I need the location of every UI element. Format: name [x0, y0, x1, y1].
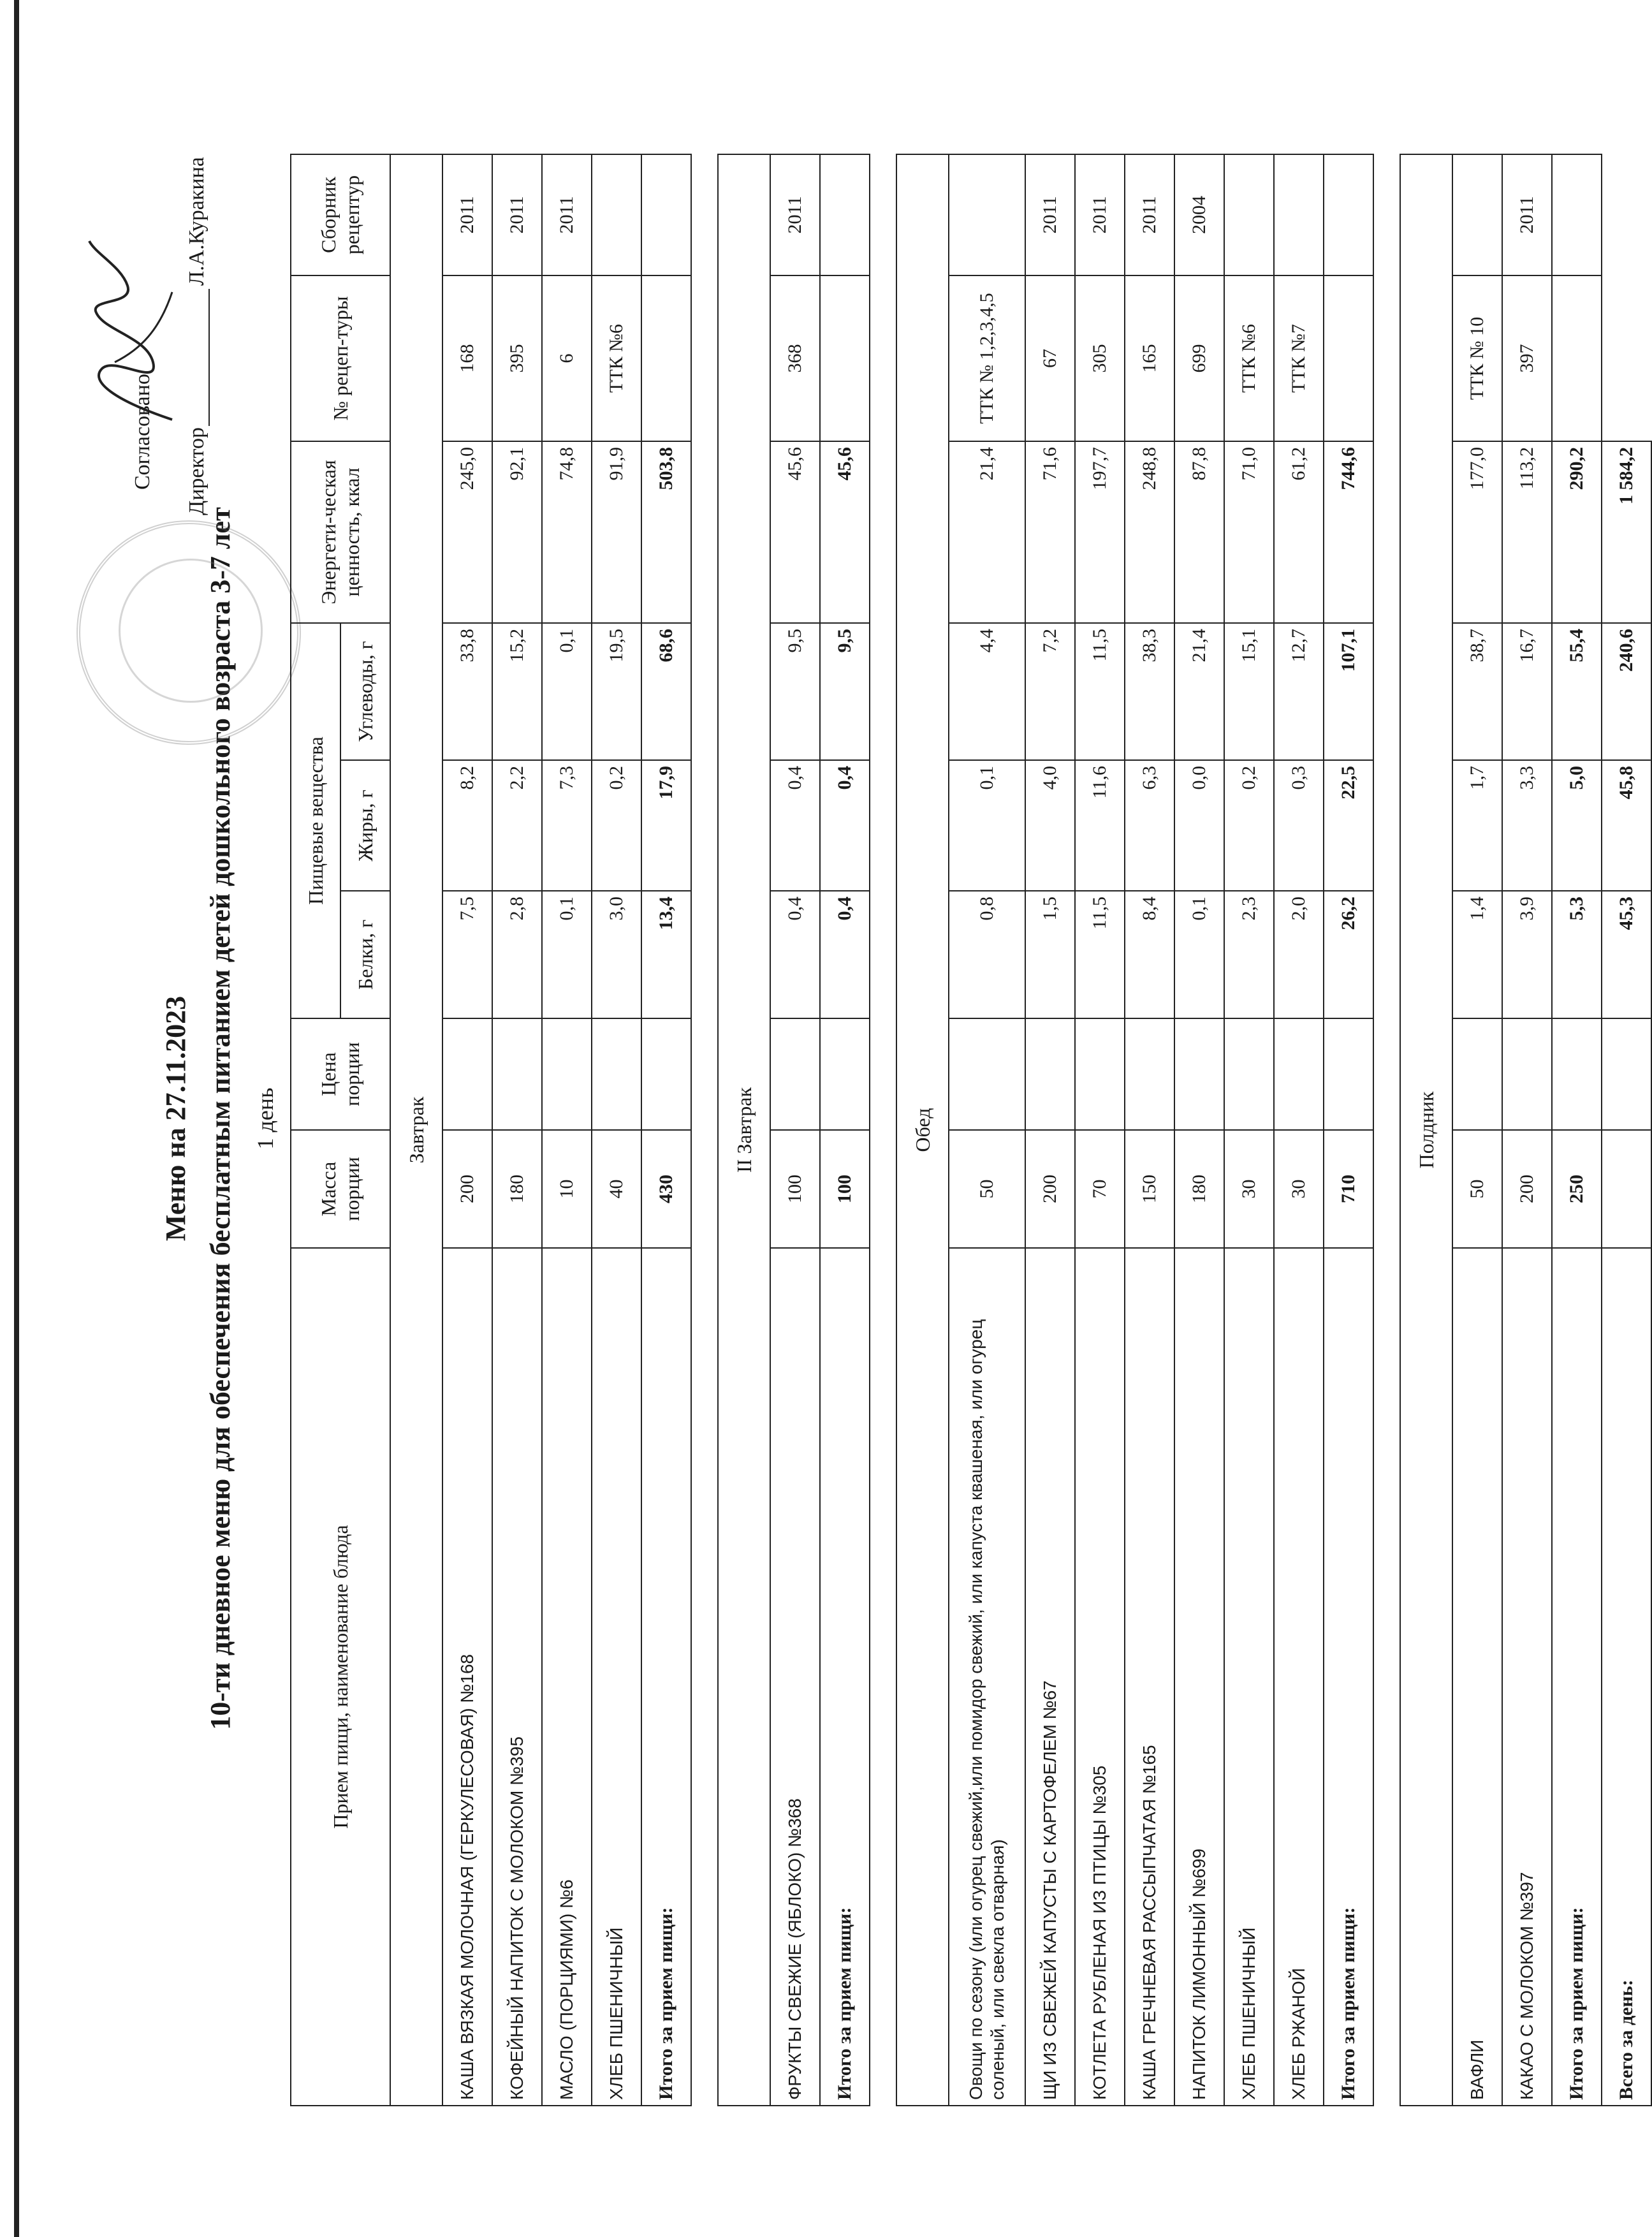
dish-name: КАША ГРЕЧНЕВАЯ РАССЫПЧАТАЯ №165: [1125, 1248, 1174, 2106]
col-header-recipe: № рецеп-туры: [291, 275, 390, 441]
dish-collection: [1452, 154, 1502, 275]
meal-total-label: Итого за прием пищи:: [820, 1248, 870, 2106]
meal-total-row: [641, 154, 691, 2106]
section-title: Обед: [896, 154, 949, 2106]
dish-proteins: 3,0: [592, 891, 641, 1018]
dish-price: [1174, 1018, 1224, 1130]
approval-director-label: Директор: [185, 427, 208, 515]
dish-mass: 10: [542, 1130, 592, 1248]
dish-price: [770, 1018, 820, 1130]
meal-total-price: [820, 1018, 870, 1130]
table-row: [542, 154, 592, 2106]
dish-mass: 30: [1274, 1130, 1324, 1248]
dish-fats: 0,4: [770, 760, 820, 891]
col-header-energy: Энергети-ческая ценность, ккал: [291, 441, 390, 623]
spacer-cell: [870, 154, 896, 2106]
dish-name: ХЛЕБ ПШЕНИЧНЫЙ: [592, 1248, 641, 2106]
dish-proteins: 3,9: [1502, 891, 1552, 1018]
dish-carbs: 9,5: [770, 623, 820, 760]
section-spacer: [691, 154, 718, 2106]
dish-recipe: ТТК №6: [1224, 275, 1274, 441]
dish-price: [492, 1018, 542, 1130]
table-row: [770, 154, 820, 2106]
dish-energy: 71,0: [1224, 441, 1274, 623]
day-total-mass: [1602, 1130, 1651, 1248]
meal-total-recipe: [1324, 275, 1373, 441]
dish-proteins: 11,5: [1075, 891, 1125, 1018]
day-label: 1 день: [252, 1087, 278, 1150]
dish-recipe: ТТК № 10: [1452, 275, 1502, 441]
col-header-mass: Масса порции: [291, 1130, 390, 1248]
dish-carbs: 15,1: [1224, 623, 1274, 760]
table-row: [1502, 154, 1552, 2106]
dish-collection: 2011: [492, 154, 542, 275]
dish-carbs: 21,4: [1174, 623, 1224, 760]
dish-fats: 3,3: [1502, 760, 1552, 891]
meal-total-recipe: [641, 275, 691, 441]
dish-mass: 100: [770, 1130, 820, 1248]
table-row: [492, 154, 542, 2106]
dish-proteins: 2,3: [1224, 891, 1274, 1018]
day-total-row: [1602, 154, 1651, 2106]
dish-energy: 245,0: [442, 441, 492, 623]
dish-proteins: 1,4: [1452, 891, 1502, 1018]
meal-total-label: Итого за прием пищи:: [1552, 1248, 1602, 2106]
dish-energy: 197,7: [1075, 441, 1125, 623]
dish-mass: 200: [1025, 1130, 1075, 1248]
dish-carbs: 15,2: [492, 623, 542, 760]
table-row: [1125, 154, 1174, 2106]
dish-collection: [592, 154, 641, 275]
meal-total-row: [1324, 154, 1373, 2106]
section-row: [1400, 154, 1452, 2106]
meal-total-energy: 503,8: [641, 441, 691, 623]
table-row: [949, 154, 1025, 2106]
dish-name: ХЛЕБ РЖАНОЙ: [1274, 1248, 1324, 2106]
section-spacer: [1373, 154, 1400, 2106]
dish-recipe: 305: [1075, 275, 1125, 441]
dish-price: [1224, 1018, 1274, 1130]
dish-fats: 11,6: [1075, 760, 1125, 891]
dish-carbs: 4,4: [949, 623, 1025, 760]
meal-total-fats: 22,5: [1324, 760, 1373, 891]
dish-price: [1025, 1018, 1075, 1130]
menu-table: [290, 154, 1652, 2106]
dish-fats: 7,3: [542, 760, 592, 891]
dish-recipe: 6: [542, 275, 592, 441]
dish-fats: 0,3: [1274, 760, 1324, 891]
dish-mass: 40: [592, 1130, 641, 1248]
meal-total-energy: 744,6: [1324, 441, 1373, 623]
dish-carbs: 0,1: [542, 623, 592, 760]
dish-proteins: 0,8: [949, 891, 1025, 1018]
seal-stamp: [77, 520, 301, 745]
meal-total-fats: 0,4: [820, 760, 870, 891]
col-header-price: Цена порции: [291, 1018, 390, 1130]
dish-proteins: 2,0: [1274, 891, 1324, 1018]
dish-name: НАПИТОК ЛИМОННЫЙ №699: [1174, 1248, 1224, 2106]
day-total-carbs: 240,6: [1602, 623, 1651, 760]
dish-recipe: ТТК № 1,2,3,4,5: [949, 275, 1025, 441]
dish-mass: 180: [492, 1130, 542, 1248]
dish-carbs: 38,3: [1125, 623, 1174, 760]
dish-proteins: 0,1: [1174, 891, 1224, 1018]
dish-name: ЩИ ИЗ СВЕЖЕЙ КАПУСТЫ С КАРТОФЕЛЕМ №67: [1025, 1248, 1075, 2106]
dish-name: КОТЛЕТА РУБЛЕНАЯ ИЗ ПТИЦЫ №305: [1075, 1248, 1125, 2106]
dish-price: [1125, 1018, 1174, 1130]
meal-total-mass: 250: [1552, 1130, 1602, 1248]
meal-total-mass: 710: [1324, 1130, 1373, 1248]
day-total-label: Всего за день:: [1602, 1248, 1651, 2106]
meal-total-collection: [1552, 154, 1602, 275]
dish-recipe: 397: [1502, 275, 1552, 441]
dish-energy: 113,2: [1502, 441, 1552, 623]
dish-fats: 0,0: [1174, 760, 1224, 891]
section-row: [718, 154, 770, 2106]
dish-name: Овощи по сезону (или огурец свежий,или помидор свежий, или капуста квашеная, или огурец соленый, или свекла отварная): [949, 1248, 1025, 2106]
dish-name: МАСЛО (ПОРЦИЯМИ) №6: [542, 1248, 592, 2106]
dish-mass: 180: [1174, 1130, 1224, 1248]
meal-total-label: Итого за прием пищи:: [641, 1248, 691, 2106]
meal-total-carbs: 107,1: [1324, 623, 1373, 760]
dish-fats: 0,2: [592, 760, 641, 891]
meal-total-proteins: 13,4: [641, 891, 691, 1018]
col-header-fats: Жиры, г: [340, 760, 390, 891]
day-total-price: [1602, 1018, 1651, 1130]
dish-proteins: 1,5: [1025, 891, 1075, 1018]
dish-energy: 177,0: [1452, 441, 1502, 623]
dish-mass: 50: [949, 1130, 1025, 1248]
meal-total-proteins: 0,4: [820, 891, 870, 1018]
spacer-cell: [1373, 154, 1400, 2106]
section-row: [896, 154, 949, 2106]
meal-total-collection: [1324, 154, 1373, 275]
meal-total-carbs: 55,4: [1552, 623, 1602, 760]
dish-fats: 6,3: [1125, 760, 1174, 891]
dish-proteins: 2,8: [492, 891, 542, 1018]
table-row: [1174, 154, 1224, 2106]
dish-energy: 71,6: [1025, 441, 1075, 623]
dish-collection: [1224, 154, 1274, 275]
dish-collection: 2011: [442, 154, 492, 275]
dish-collection: [1274, 154, 1324, 275]
table-row: [1025, 154, 1075, 2106]
dish-collection: 2004: [1174, 154, 1224, 275]
dish-fats: 0,2: [1224, 760, 1274, 891]
dish-proteins: 8,4: [1125, 891, 1174, 1018]
dish-energy: 87,8: [1174, 441, 1224, 623]
dish-mass: 70: [1075, 1130, 1125, 1248]
dish-mass: 30: [1224, 1130, 1274, 1248]
dish-energy: 248,8: [1125, 441, 1174, 623]
meal-total-recipe: [820, 275, 870, 441]
meal-total-row: [1552, 154, 1602, 2106]
dish-proteins: 7,5: [442, 891, 492, 1018]
dish-price: [592, 1018, 641, 1130]
menu-table-body: [390, 154, 1651, 2106]
dish-energy: 45,6: [770, 441, 820, 623]
meal-total-price: [1552, 1018, 1602, 1130]
section-title: Завтрак: [390, 154, 442, 2106]
document-title: Меню на 27.11.2023: [160, 995, 191, 1242]
meal-total-fats: 5,0: [1552, 760, 1602, 891]
col-header-carbs: Углеводы, г: [340, 623, 390, 760]
dish-carbs: 16,7: [1502, 623, 1552, 760]
dish-name: КАКАО С МОЛОКОМ №397: [1502, 1248, 1552, 2106]
dish-name: КАША ВЯЗКАЯ МОЛОЧНАЯ (ГЕРКУЛЕСОВАЯ) №168: [442, 1248, 492, 2106]
dish-fats: 0,1: [949, 760, 1025, 891]
day-total-energy: 1 584,2: [1602, 441, 1651, 623]
dish-recipe: 699: [1174, 275, 1224, 441]
table-row: [1075, 154, 1125, 2106]
dish-name: КОФЕЙНЫЙ НАПИТОК С МОЛОКОМ №395: [492, 1248, 542, 2106]
dish-carbs: 11,5: [1075, 623, 1125, 760]
col-header-name: Прием пищи, наименование блюда: [291, 1248, 390, 2106]
table-row: [592, 154, 641, 2106]
dish-carbs: 33,8: [442, 623, 492, 760]
dish-name: ВАФЛИ: [1452, 1248, 1502, 2106]
dish-collection: 2011: [1502, 154, 1552, 275]
dish-carbs: 12,7: [1274, 623, 1324, 760]
table-row: [1274, 154, 1324, 2106]
approval-director-name: Л.А.Куракина: [185, 157, 208, 286]
dish-collection: [949, 154, 1025, 275]
dish-recipe: 165: [1125, 275, 1174, 441]
dish-price: [949, 1018, 1025, 1130]
meal-total-label: Итого за прием пищи:: [1324, 1248, 1373, 2106]
signature-line: [208, 289, 210, 426]
meal-total-collection: [820, 154, 870, 275]
col-header-proteins: Белки, г: [340, 891, 390, 1018]
dish-recipe: 67: [1025, 275, 1075, 441]
dish-collection: 2011: [1075, 154, 1125, 275]
dish-mass: 200: [442, 1130, 492, 1248]
dish-mass: 50: [1452, 1130, 1502, 1248]
dish-energy: 92,1: [492, 441, 542, 623]
dish-energy: 74,8: [542, 441, 592, 623]
dish-recipe: ТТК №6: [592, 275, 641, 441]
section-title: II Завтрак: [718, 154, 770, 2106]
dish-fats: 4,0: [1025, 760, 1075, 891]
meal-total-recipe: [1552, 275, 1602, 441]
dish-proteins: 0,4: [770, 891, 820, 1018]
dish-recipe: 168: [442, 275, 492, 441]
dish-carbs: 7,2: [1025, 623, 1075, 760]
section-row: [390, 154, 442, 2106]
meal-total-proteins: 5,3: [1552, 891, 1602, 1018]
meal-total-fats: 17,9: [641, 760, 691, 891]
section-title: Полдник: [1400, 154, 1452, 2106]
dish-fats: 1,7: [1452, 760, 1502, 891]
approval-block: [112, 107, 252, 515]
dish-collection: 2011: [542, 154, 592, 275]
meal-total-carbs: 9,5: [820, 623, 870, 760]
table-row: [1224, 154, 1274, 2106]
document-subtitle: 10-ти дневное меню для обеспечения бесплатным питанием детей дошкольного возраста 3-7 лет: [205, 507, 236, 1730]
dish-fats: 8,2: [442, 760, 492, 891]
dish-mass: 200: [1502, 1130, 1552, 1248]
meal-total-price: [641, 1018, 691, 1130]
dish-recipe: ТТК №7: [1274, 275, 1324, 441]
table-row: [1452, 154, 1502, 2106]
meal-total-mass: 100: [820, 1130, 870, 1248]
dish-carbs: 38,7: [1452, 623, 1502, 760]
approval-agreed-label: Согласовано: [131, 374, 154, 490]
day-total-fats: 45,8: [1602, 760, 1651, 891]
dish-energy: 21,4: [949, 441, 1025, 623]
meal-total-proteins: 26,2: [1324, 891, 1373, 1018]
spacer-cell: [691, 154, 718, 2106]
meal-total-mass: 430: [641, 1130, 691, 1248]
dish-energy: 91,9: [592, 441, 641, 623]
dish-price: [542, 1018, 592, 1130]
dish-price: [1452, 1018, 1502, 1130]
dish-price: [1075, 1018, 1125, 1130]
dish-price: [442, 1018, 492, 1130]
meal-total-row: [820, 154, 870, 2106]
dish-recipe: 395: [492, 275, 542, 441]
dish-mass: 150: [1125, 1130, 1174, 1248]
dish-carbs: 19,5: [592, 623, 641, 760]
meal-total-collection: [641, 154, 691, 275]
dish-name: ХЛЕБ ПШЕНИЧНЫЙ: [1224, 1248, 1274, 2106]
col-header-collection: Сборник рецептур: [291, 154, 390, 275]
meal-total-price: [1324, 1018, 1373, 1130]
meal-total-energy: 45,6: [820, 441, 870, 623]
dish-collection: 2011: [1025, 154, 1075, 275]
dish-proteins: 0,1: [542, 891, 592, 1018]
col-header-nutrients: Пищевые вещества: [291, 623, 340, 1018]
dish-price: [1502, 1018, 1552, 1130]
section-spacer: [870, 154, 896, 2106]
dish-price: [1274, 1018, 1324, 1130]
dish-fats: 2,2: [492, 760, 542, 891]
dish-name: ФРУКТЫ СВЕЖИЕ (ЯБЛОКО) №368: [770, 1248, 820, 2106]
table-row: [442, 154, 492, 2106]
meal-total-carbs: 68,6: [641, 623, 691, 760]
dish-energy: 61,2: [1274, 441, 1324, 623]
dish-collection: 2011: [770, 154, 820, 275]
dish-recipe: 368: [770, 275, 820, 441]
dish-collection: 2011: [1125, 154, 1174, 275]
meal-total-energy: 290,2: [1552, 441, 1602, 623]
day-total-proteins: 45,3: [1602, 891, 1651, 1018]
